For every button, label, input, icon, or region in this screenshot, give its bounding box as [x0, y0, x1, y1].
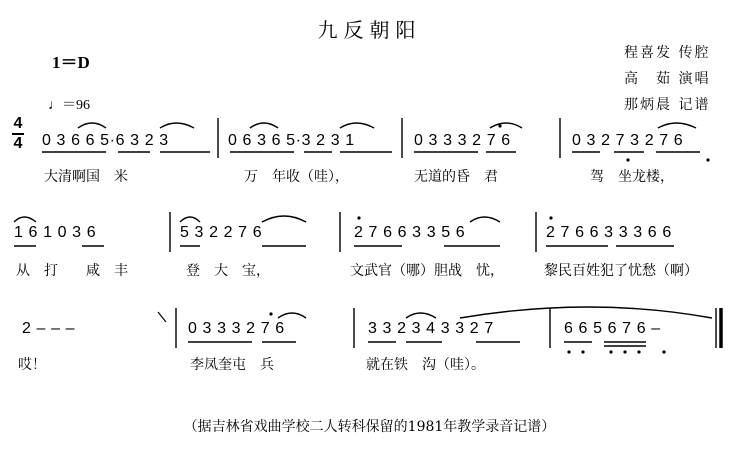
octave-dot — [567, 350, 570, 353]
source-note: （据吉林省戏曲学校二人转科保留的1981年教学录音记谱） — [183, 419, 556, 435]
octave-dot — [662, 350, 665, 353]
lyrics-row1-m3: 无道的昏 君 — [414, 169, 498, 185]
slur — [78, 123, 106, 128]
lyrics-row1-m4: 驾 坐龙楼， — [590, 169, 674, 185]
slur — [278, 313, 306, 318]
notes-row2-m1: 1 6 1 0 3 6 — [14, 224, 97, 241]
credit-transcriber: 那炳晨 记谱 — [624, 97, 711, 113]
slur — [490, 123, 522, 128]
time-signature-bottom: 4 — [13, 134, 23, 152]
octave-dot — [549, 216, 552, 219]
lyrics-row3-m2: 李凤奎屯 兵 — [190, 357, 274, 373]
octave-dot — [609, 350, 612, 353]
octave-dot — [706, 158, 709, 161]
slur — [262, 216, 306, 222]
slur — [14, 217, 36, 222]
slur — [658, 123, 696, 128]
octave-dot — [581, 350, 584, 353]
octave-dot — [498, 124, 501, 127]
notes-row2-m3: 2 7 6 6 3 3 5 6 — [354, 224, 466, 241]
slur — [250, 123, 278, 128]
slur — [470, 217, 500, 222]
credit-composer: 程喜发 传腔 — [624, 45, 711, 61]
slur — [160, 123, 194, 128]
octave-dot — [626, 158, 629, 161]
lyrics-row3-m1: 哎！ — [18, 357, 46, 373]
lyrics-row2-m2: 登 大 宝， — [186, 263, 270, 279]
tempo-marking: ♩＝96 — [48, 98, 90, 113]
lyrics-row3-m3: 就在铁 沟（哇）。 — [366, 357, 485, 373]
lyrics-row2-m1: 从 打 咸 丰 — [16, 263, 128, 279]
lyrics-row2-m3: 文武官（哪）胆战 忧， — [350, 263, 504, 279]
notes-row1-m4: 0 3 2 7 3 2 7 6 — [572, 132, 684, 149]
lyrics-row2-m4: 黎民百姓犯了忧愁（啊） — [544, 263, 698, 279]
key-signature: 1＝D — [52, 53, 90, 72]
notes-row3-m4: 6 6 5 6 7 6 – — [564, 320, 661, 337]
octave-dot — [357, 216, 360, 219]
glissando-mark — [158, 312, 166, 322]
notes-row2-m4: 2 7 6 6 3 3 3 6 6 — [546, 224, 672, 241]
octave-dot — [269, 312, 272, 315]
time-signature-top: 4 — [13, 115, 23, 132]
notes-row1-m3: 0 3 3 3 2 7 6 — [414, 132, 511, 149]
notes-row3-m1: 2 – – – — [22, 320, 76, 337]
slur — [406, 313, 436, 318]
slur — [460, 307, 712, 318]
credit-singer: 高 茹 演唱 — [624, 71, 711, 87]
notes-row3-m2: 0 3 3 3 2 7 6 — [188, 320, 285, 337]
notes-row3-m3: 3 3 2 3 4 3 3 2 7 — [368, 320, 494, 337]
octave-dot — [623, 350, 626, 353]
slur — [340, 123, 374, 128]
notes-row2-m2: 5 3 2 2 7 6 — [180, 224, 263, 241]
notes-row1-m2: 0 6 3 6 5·3 2 3 1 — [228, 132, 355, 149]
lyrics-row1-m2: 万 年收（哇）， — [244, 169, 349, 185]
slur — [180, 217, 200, 222]
page-title: 九反朝阳 — [317, 18, 422, 42]
lyrics-row1-m1: 大清啊国 米 — [44, 169, 128, 185]
notes-row1-m1: 0 3 6 6 5·6 3 2 3 — [42, 132, 169, 149]
octave-dot — [637, 350, 640, 353]
